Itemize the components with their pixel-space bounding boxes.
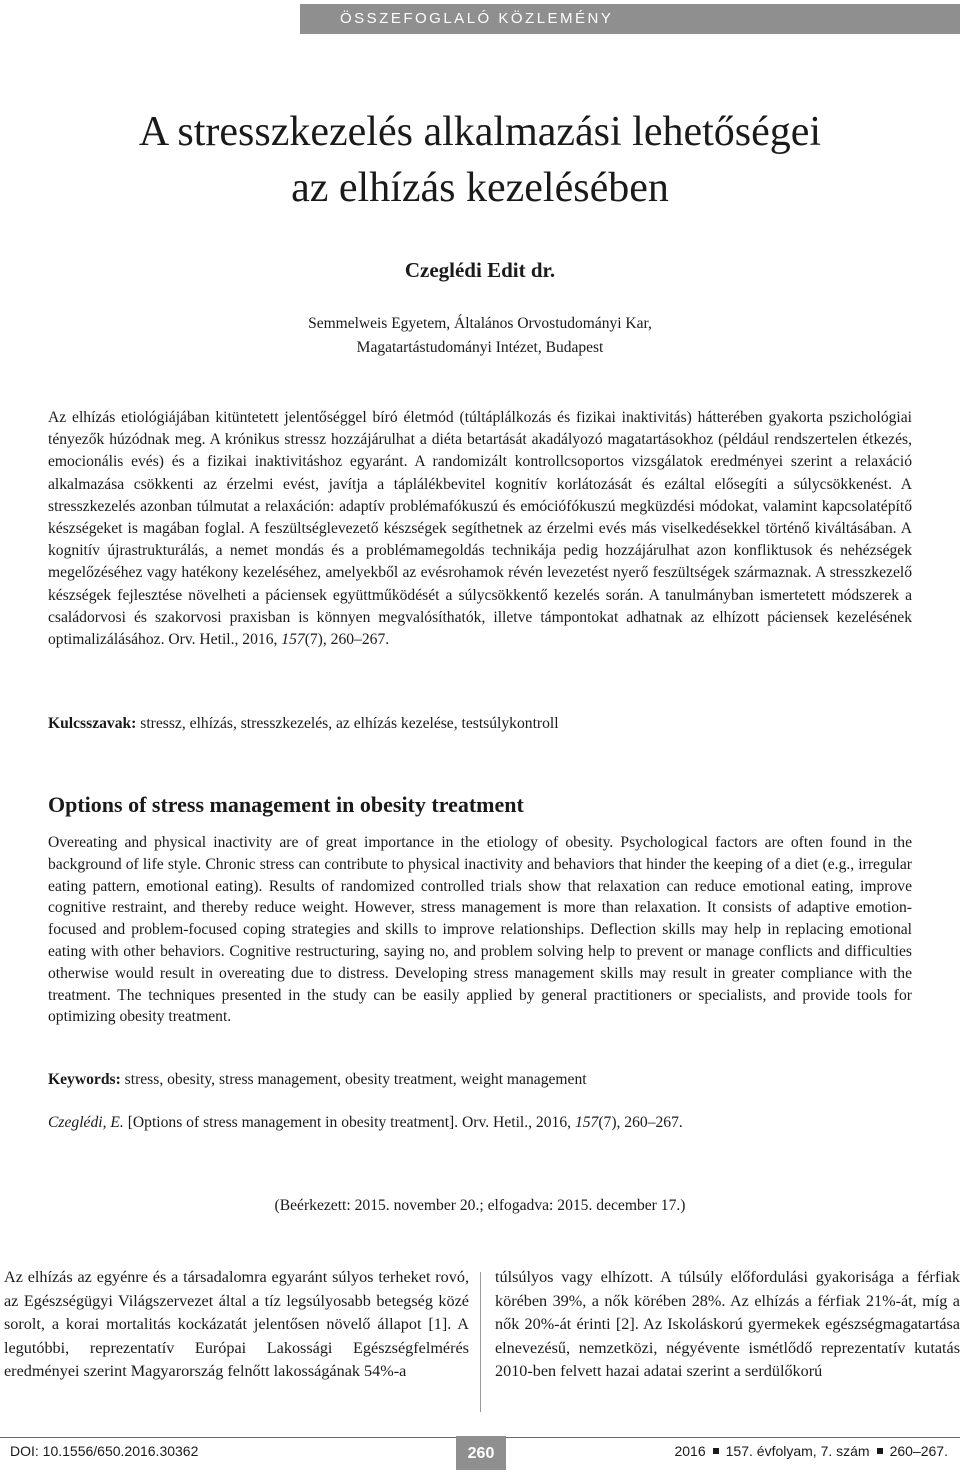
body-right-column: túlsúlyos vagy elhízott. A túlsúly előfordulási gyakorisága a férfiak körében 39%, a nők körében 28%. Az elhízás a férfiak 21%-át, míg a nők 20%-át érinti [2]. Az Iskoláskorú gyermekek egészségmagatartása elnevezésű, nemzetközi, négyévente ismétlődő reprezentatív kutatás 2010-ben felvett hazai adatai szerint a serdülőkorú bbox=[495, 1268, 960, 1381]
keywords-english bbox=[48, 1069, 912, 1091]
abstract-hu-cite-journal: Orv. Hetil., 2016, bbox=[168, 631, 278, 649]
footer-year: 2016 bbox=[674, 1443, 706, 1459]
citation-author: Czeglédi, E. bbox=[48, 1114, 124, 1131]
keywords-hu-text: stressz, elhízás, stresszkezelés, az elhízás kezelése, testsúlykontroll bbox=[140, 715, 559, 732]
received-dates: (Beérkezett: 2015. november 20.; elfogadva: 2015. december 17.) bbox=[274, 1197, 686, 1214]
square-bullet-icon bbox=[713, 1448, 719, 1454]
keywords-hu-label: Kulcsszavak: bbox=[48, 715, 137, 732]
abstract-hu-text: Az elhízás etiológiájában kitüntetett jelentőséggel bíró életmód (túltáplálkozás és fizikai inaktivitás) hátterében gyakorta pszichológiai tényezők húzódnak meg. A krónikus stressz hozzájárulhat a diéta betartását akadályozó magatartásokhoz (például rendszertelen étkezés, emocionális evés) és a fizikai inaktivitáshoz egyaránt. A randomizált kontrollcsoportos vizsgálatok eredményei szerint a relaxáció alkalmazása csökkenti az érzelmi evést, javítja a táplálékbevitel kognitív korlátozását és ezáltal elősegíti a súlycsökkenést. A stresszkezelés azonban túlmutat a relaxáción: adaptív problémafókuszú és emóciófókuszú megküzdési módokat, valamint kapcsolatépítő készségeket is magában foglal. A feszültséglevezető készségek segíthetnek az érzelmi evés más viselkedésekkel történő kiváltásában. A kognitív újrastrukturálás, a nemet mondás és a problémamegoldás technikája pedig hozzájárulhat azon konfliktusok és nehézségek megelőzéséhez vagy hatékony kezeléséhez, amelyekből az evésrohamok révén levezetést nyerő feszültségek származnak. A stresszkezelő készségek fejlesztése növelheti a páciensek együttműködését a súlycsökkentő kezelés során. A tanulmányban ismertetett módszerek a családorvosi és szakorvosi praxisban is könnyen megvalósíthatók, illetve támpontokat adhatnak az elhízott páciensek kezelésének optimalizálásához. bbox=[48, 409, 912, 649]
footer-doi: DOI: 10.1556/650.2016.30362 bbox=[10, 1443, 199, 1459]
citation-rest: (7), 260–267. bbox=[598, 1114, 683, 1131]
keywords-en-label: Keywords: bbox=[48, 1071, 121, 1088]
affiliation bbox=[0, 312, 960, 360]
abstract-english: Overeating and physical inactivity are of great importance in the etiology of obesity. Psychological factors are often found in the background of life style. Chronic stress can contribute to physical inactivity and behaviors that hinder the keeping of a diet (e.g., irregular eating pattern, emotional eating). Results of randomized controlled trials show that relaxation can reduce emotional eating, improve cognitive restraint, and thereby reduce weight. However, stress management is more than relaxation. It consists of adaptive emotion-focused and problem-focused coping strategies and skills to improve relationships. Deflection skills may help in replacing emotional eating with other behaviors. Cognitive restructuring, saying no, and problem solving help to prevent or manage conflicts and difficulties otherwise would result in overeating due to distress. Developing stress management skills may result in greater compliance with the treatment. The techniques presented in the study can be easily applied by general practitioners or specialists, and provide tools for optimizing obesity treatment. bbox=[48, 834, 912, 1026]
footer-volume: 157. évfolyam, 7. szám bbox=[725, 1443, 870, 1459]
citation-title: [Options of stress management in obesity treatment]. Orv. Hetil., 2016, bbox=[127, 1114, 572, 1131]
keywords-en-text: stress, obesity, stress management, obesity treatment, weight management bbox=[124, 1071, 587, 1088]
section-label: ÖSSZEFOGLALÓ KÖZLEMÉNY bbox=[300, 4, 960, 34]
keywords-hungarian bbox=[48, 713, 912, 735]
title-line-1: A stresszkezelés alkalmazási lehetőségei bbox=[138, 109, 822, 155]
article-title bbox=[0, 104, 960, 216]
page-number: 260 bbox=[456, 1436, 506, 1470]
english-title: Options of stress management in obesity treatment bbox=[48, 792, 524, 817]
square-bullet-icon bbox=[877, 1448, 883, 1454]
affiliation-line-2: Magatartástudományi Intézet, Budapest bbox=[356, 339, 604, 356]
abstract-hu-cite-rest: (7), 260–267. bbox=[304, 631, 390, 649]
citation bbox=[48, 1112, 912, 1134]
column-divider bbox=[480, 1272, 481, 1412]
author-name: Czeglédi Edit dr. bbox=[404, 258, 556, 282]
citation-volume: 157 bbox=[574, 1114, 599, 1131]
abstract-hu-cite-volume: 157 bbox=[281, 631, 305, 649]
footer-pages: 260–267. bbox=[889, 1443, 948, 1459]
footer-issue bbox=[674, 1443, 948, 1459]
abstract-hungarian bbox=[48, 407, 912, 651]
affiliation-line-1: Semmelweis Egyetem, Általános Orvostudományi Kar, bbox=[308, 315, 652, 332]
body-left-column: Az elhízás az egyénre és a társadalomra egyaránt súlyos terheket rovó, az Egészségügyi Világszervezet által a tíz legsúlyosabb betegség közé sorolt, a korai mortalitás kockázatát jelentősen növelő állapot [1]. A legutóbbi, reprezentatív Európai Lakossági Egészségfelmérés eredményei szerint Magyarország felnőtt lakosságának 54%-a bbox=[4, 1268, 469, 1381]
title-line-2: az elhízás kezelésében bbox=[291, 165, 669, 211]
